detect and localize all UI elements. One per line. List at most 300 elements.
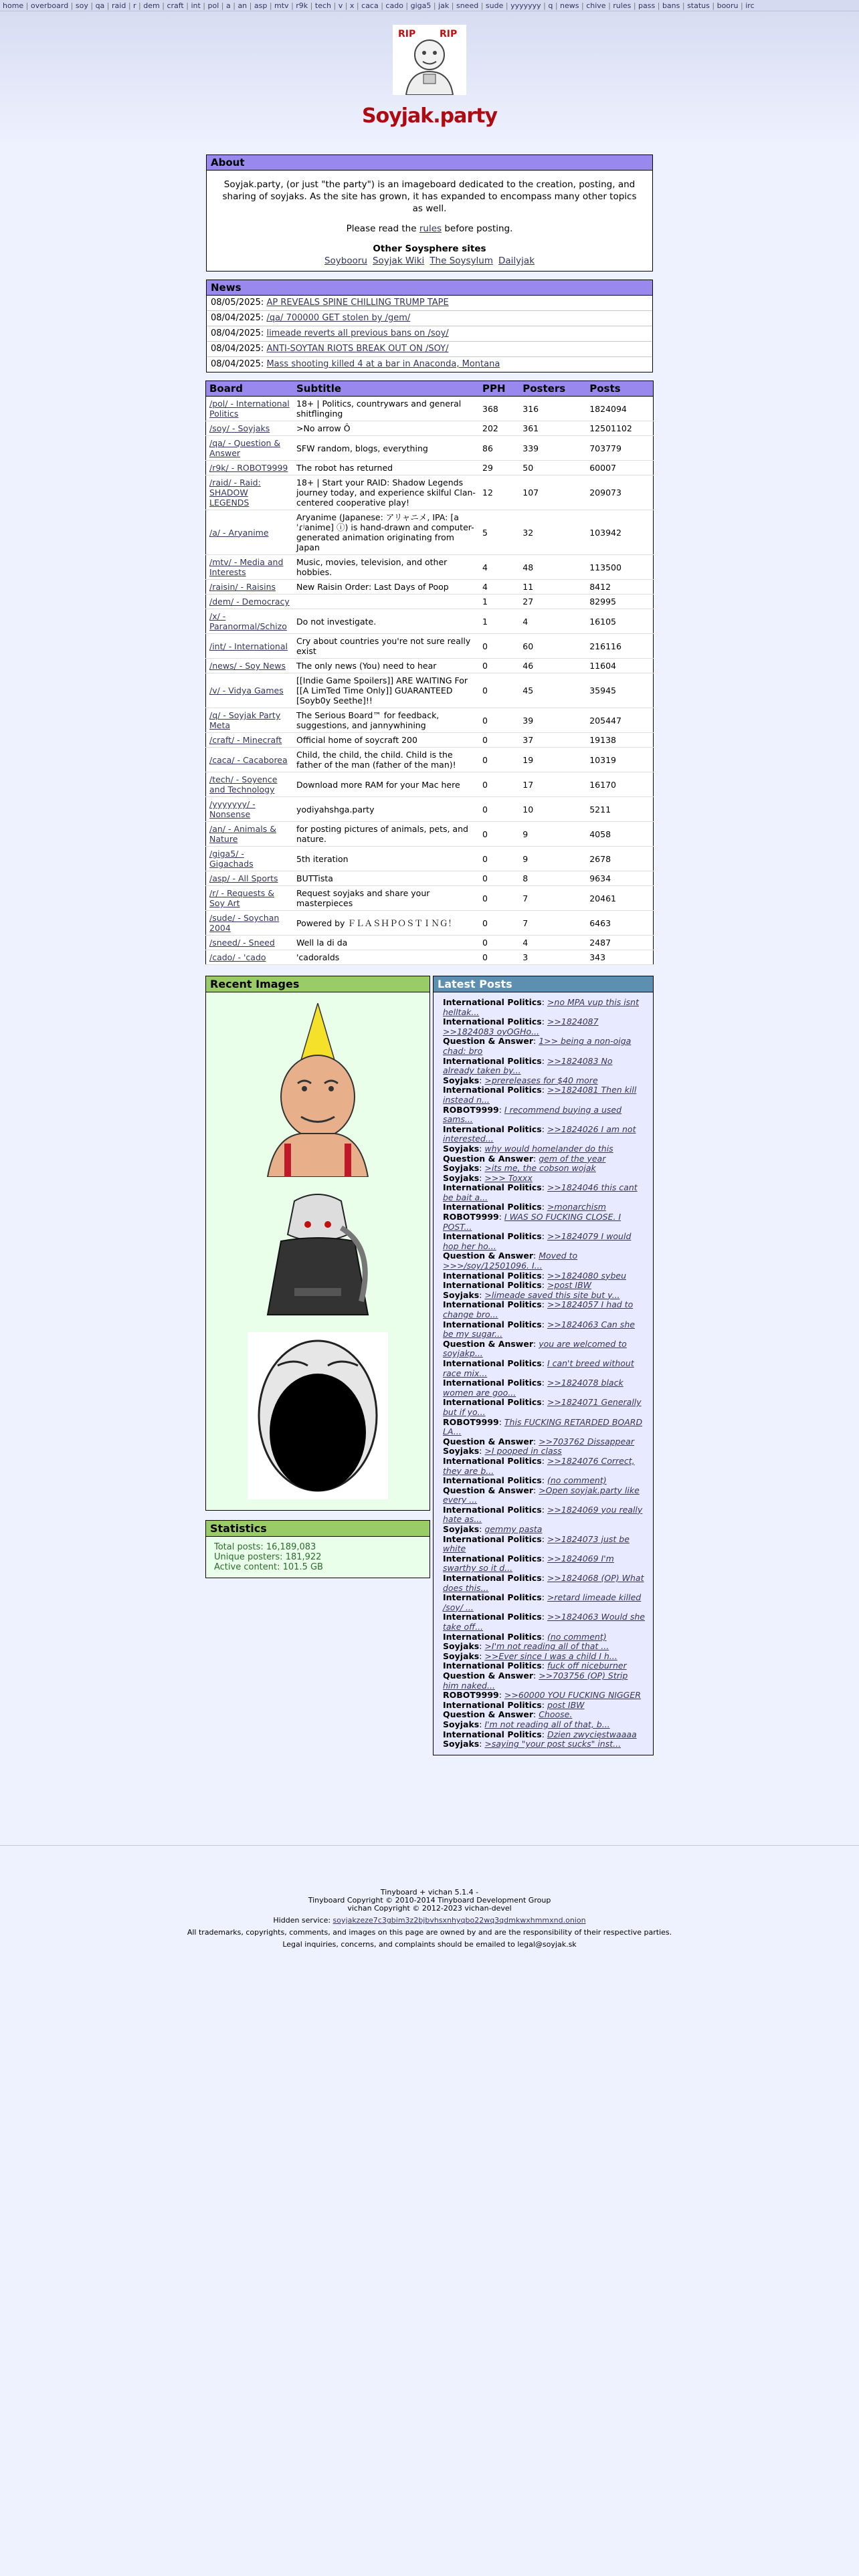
board-name-cell xyxy=(206,595,294,609)
latest-post-board: International Politics xyxy=(443,1573,542,1584)
board-name-cell xyxy=(206,421,294,436)
board-link[interactable]: /an/ - Animals & Nature xyxy=(209,824,276,844)
board-posts-cell: 1824094 xyxy=(586,397,653,421)
boards-header-cell: Posts xyxy=(586,381,653,397)
latest-post-link[interactable]: >>1824078 black women are goo... xyxy=(443,1378,624,1398)
board-posts-cell: 16170 xyxy=(586,772,653,797)
latest-post-item: International Politics: >>1824087 >>1824083 oyOGHo... xyxy=(443,1016,599,1037)
board-posters-cell: 50 xyxy=(519,461,586,475)
board-subtitle-cell: Do not investigate. xyxy=(293,609,479,634)
footer xyxy=(0,1889,859,1949)
board-pph-cell: 1 xyxy=(479,595,519,609)
board-link[interactable]: /caca/ - Cacaborea xyxy=(209,754,288,765)
nav-separator: | xyxy=(541,1,549,10)
latest-post-board: International Politics xyxy=(443,1299,542,1310)
statistics-box xyxy=(205,1520,430,1578)
latest-post-board: International Politics xyxy=(443,1475,542,1486)
latest-post-link[interactable]: I WAS SO FUCKING CLOSE. I POST... xyxy=(443,1212,622,1232)
latest-post-item: Soyjaks: >I pooped in class xyxy=(443,1446,562,1457)
board-row xyxy=(206,748,654,772)
board-name-cell xyxy=(206,673,294,708)
latest-post-item: International Politics: >>1824080 sybеu xyxy=(443,1270,626,1281)
news-item xyxy=(207,296,652,311)
board-pph-cell: 0 xyxy=(479,708,519,733)
board-row xyxy=(206,797,654,822)
board-posters-cell: 39 xyxy=(519,708,586,733)
latest-post-item: International Politics: >>1824046 this cant be bait a... xyxy=(443,1182,638,1202)
site-header xyxy=(0,25,859,128)
latest-post-board: International Politics xyxy=(443,1729,542,1739)
nav-separator: | xyxy=(579,1,587,10)
latest-post-item: International Politics: >>1824057 I had to change bro... xyxy=(443,1299,634,1319)
board-name-cell xyxy=(206,772,294,797)
board-pph-cell: 1 xyxy=(479,609,519,634)
nav-separator: | xyxy=(680,1,688,10)
latest-post-link[interactable]: Choose. xyxy=(539,1709,573,1720)
board-posts-cell: 2678 xyxy=(586,847,653,871)
latest-post-link[interactable]: >>1824076 Correct, they are b... xyxy=(443,1455,635,1476)
latest-post-link[interactable]: fuck off niceburner xyxy=(547,1660,627,1671)
site-logo-icon[interactable] xyxy=(393,25,466,95)
board-row xyxy=(206,634,654,659)
news-date: 08/04/2025: xyxy=(211,328,264,338)
latest-post-link[interactable]: >>1824068 (OP) What does this... xyxy=(443,1573,644,1593)
board-name-cell xyxy=(206,822,294,847)
other-sites-title: Other Soysphere sites xyxy=(373,243,486,254)
latest-post-board: International Politics xyxy=(443,1231,542,1242)
board-posts-cell: 20461 xyxy=(586,886,653,911)
nav-separator: | xyxy=(738,1,746,10)
latest-post-link[interactable]: >monarchism xyxy=(547,1202,606,1212)
nav-separator: | xyxy=(288,1,296,10)
board-posts-cell: 2487 xyxy=(586,936,653,950)
latest-post-link[interactable]: (no comment) xyxy=(547,1631,607,1642)
latest-post-item: International Politics: >retard limeade killed /soy/ ... xyxy=(443,1592,642,1612)
board-posts-cell: 6463 xyxy=(586,911,653,936)
nav-link-sude[interactable]: sude xyxy=(485,1,504,10)
nav-link-cado[interactable]: cado xyxy=(385,1,403,10)
latest-post-link[interactable]: Moved to >>>/soy/12501096. I... xyxy=(443,1251,578,1271)
nav-link-q[interactable]: q xyxy=(548,1,553,10)
board-posters-cell: 316 xyxy=(519,397,586,421)
board-pph-cell: 0 xyxy=(479,847,519,871)
nav-link-sneed[interactable]: sneed xyxy=(456,1,479,10)
board-subtitle-cell: 'cadoralds xyxy=(293,950,479,965)
nav-link-irc[interactable]: irc xyxy=(745,1,755,10)
nav-link-raid[interactable]: raid xyxy=(112,1,126,10)
nav-link-an[interactable]: an xyxy=(237,1,248,10)
nav-separator: | xyxy=(88,1,96,10)
board-posts-cell: 9634 xyxy=(586,871,653,886)
latest-post-board: International Politics xyxy=(443,1397,542,1408)
latest-post-link[interactable]: >no MPA vup this isnt helltak... xyxy=(443,997,639,1017)
latest-post-item: International Politics: fuck off niceburner xyxy=(443,1660,627,1671)
latest-post-link[interactable]: >>1824081 Then kill instead n... xyxy=(443,1085,637,1105)
rules-link[interactable]: rules xyxy=(419,223,442,234)
board-row xyxy=(206,475,654,510)
latest-post-board: International Politics xyxy=(443,1358,542,1368)
board-row xyxy=(206,436,654,461)
board-name-cell xyxy=(206,886,294,911)
footer-line-3: vichan Copyright © 2012-2023 vichan-devel xyxy=(347,1904,512,1913)
board-posters-cell: 17 xyxy=(519,772,586,797)
board-link[interactable]: /x/ - Paranormal/Schizo xyxy=(209,611,287,631)
nav-link-r9k[interactable]: r9k xyxy=(296,1,308,10)
board-name-cell xyxy=(206,708,294,733)
board-subtitle-cell: BUTTista xyxy=(293,871,479,886)
nav-link-v[interactable]: v xyxy=(338,1,343,10)
latest-post-link[interactable]: >its me, the cobson wojak xyxy=(484,1163,596,1174)
latest-post-link[interactable]: >>1824063 Can she be my sugar... xyxy=(443,1319,635,1339)
hidden-service-link[interactable]: soyjakzeze7c3gbim3z2bjbvhsxnhyqbo22wq3qdmkwxhmmxnd.onion xyxy=(332,1916,586,1925)
board-link[interactable]: /sude/ - Soychan 2004 xyxy=(209,913,280,933)
stat-total-posts: Total posts: 16,189,083 xyxy=(214,1542,316,1552)
board-link[interactable]: /sneed/ - Sneed xyxy=(209,938,275,948)
latest-post-link[interactable]: >retard limeade killed /soy/ ... xyxy=(443,1592,642,1612)
latest-post-link[interactable]: >>60000 YOU FUCKING NIGGER xyxy=(504,1690,641,1701)
latest-post-link[interactable]: >>1824063 Would she take off... xyxy=(443,1612,645,1632)
nav-link-news[interactable]: news xyxy=(560,1,579,10)
board-link[interactable]: /r9k/ - ROBOT9999 xyxy=(209,463,288,473)
stat-unique-posters: Unique posters: 181,922 xyxy=(214,1552,322,1562)
nav-link-status[interactable]: status xyxy=(687,1,710,10)
latest-post-board: Soyjaks xyxy=(443,1650,480,1661)
latest-post-link[interactable]: >prereleases for $40 more xyxy=(484,1075,598,1085)
board-subtitle-cell: The only news (You) need to hear xyxy=(293,659,479,673)
nav-link-asp[interactable]: asp xyxy=(254,1,268,10)
board-row xyxy=(206,847,654,871)
latest-post-board: International Politics xyxy=(443,1123,542,1134)
board-row xyxy=(206,772,654,797)
board-name-cell xyxy=(206,936,294,950)
nav-link-overboard[interactable]: overboard xyxy=(30,1,69,10)
latest-post-link[interactable]: >>1824026 I am not interested... xyxy=(443,1123,636,1144)
latest-post-link[interactable]: I can't breed without race mix... xyxy=(443,1358,634,1378)
latest-post-item: Soyjaks: >limeade saved this site but y... xyxy=(443,1289,620,1300)
board-link[interactable]: /int/ - International xyxy=(209,641,288,651)
latest-post-link[interactable]: >limeade saved this site but y... xyxy=(484,1289,620,1300)
nav-link-int[interactable]: int xyxy=(191,1,201,10)
latest-post-link[interactable]: gemmy pasta xyxy=(484,1524,543,1535)
nav-link-pol[interactable]: pol xyxy=(207,1,219,10)
latest-post-link[interactable]: >>1824046 this cant be bait a... xyxy=(443,1182,638,1202)
latest-post-item: International Politics: >>1824071 Generally but if yo... xyxy=(443,1397,642,1417)
latest-post-board: Question & Answer xyxy=(443,1036,533,1047)
latest-post-board: International Politics xyxy=(443,1016,542,1027)
board-posts-cell: 35945 xyxy=(586,673,653,708)
footer-divider xyxy=(0,1845,859,1846)
about-text: Soyjak.party, (or just "the party") is an imageboard dedicated to the creation, posting, and sharing of soyjaks. As the site has grown, it has expanded to encompass many other topics as well. xyxy=(222,179,637,214)
board-row xyxy=(206,609,654,634)
latest-post-item: International Politics: Dzien zwycięstwaaaa xyxy=(443,1729,637,1739)
board-link[interactable]: /pol/ - International Politics xyxy=(209,399,290,419)
latest-post-board: Soyjaks xyxy=(443,1446,480,1457)
board-link[interactable]: /v/ - Vidya Games xyxy=(209,685,284,695)
nav-link-r[interactable]: r xyxy=(133,1,136,10)
latest-post-board: International Politics xyxy=(443,1699,542,1710)
nav-link-soy[interactable]: soy xyxy=(75,1,88,10)
board-pph-cell: 0 xyxy=(479,797,519,822)
latest-post-link[interactable]: >>1824087 >>1824083 oyOGHo... xyxy=(443,1016,599,1037)
board-posts-cell: 343 xyxy=(586,950,653,965)
recent-images-box xyxy=(205,976,430,1511)
nav-separator: | xyxy=(709,1,717,10)
board-posts-cell: 5211 xyxy=(586,797,653,822)
board-row xyxy=(206,708,654,733)
board-link[interactable]: /giga5/ - Gigachads xyxy=(209,849,254,869)
board-subtitle-cell: Music, movies, television, and other hobbies. xyxy=(293,555,479,580)
latest-post-link[interactable]: >>1824069 I'm swarthy so it d... xyxy=(443,1553,614,1574)
latest-post-link[interactable]: >>Ever since I was a child I h... xyxy=(484,1650,617,1661)
board-row xyxy=(206,510,654,555)
latest-post-link[interactable]: >Open soyjak.party like every ... xyxy=(443,1485,640,1505)
other-site-link[interactable]: The Soysylum xyxy=(430,255,494,266)
board-link[interactable]: /cado/ - 'cado xyxy=(209,952,266,962)
latest-post-item: International Politics: (no comment) xyxy=(443,1631,607,1642)
latest-post-item: Question & Answer: 1>> being a non-oiga chad: bro xyxy=(443,1036,632,1056)
other-site-link[interactable]: Soyjak Wiki xyxy=(372,255,425,266)
latest-post-link[interactable]: >>703762 Dissappear xyxy=(539,1436,634,1446)
latest-post-link[interactable]: >>703756 (OP) Strip him naked... xyxy=(443,1670,628,1691)
board-link[interactable]: /soy/ - Soyjaks xyxy=(209,423,270,433)
board-link[interactable]: /r/ - Requests & Soy Art xyxy=(209,888,275,908)
nav-separator: | xyxy=(23,1,31,10)
latest-post-link[interactable]: I recommend buying a used sams... xyxy=(443,1104,622,1125)
recent-image-1[interactable] xyxy=(261,1003,375,1177)
latest-post-item: ROBOT9999: I recommend buying a used sams... xyxy=(443,1104,622,1125)
latest-post-item: Soyjaks: >saying "your post sucks" inst... xyxy=(443,1739,622,1749)
board-link[interactable]: /dem/ - Democracy xyxy=(209,597,290,607)
latest-post-link[interactable]: >>1824079 I would hop her ho... xyxy=(443,1231,632,1251)
board-subtitle-cell: Powered by ＦＬＡＳＨＰＯＳＴＩＮＧ！ xyxy=(293,911,479,936)
board-subtitle-cell: Official home of soycraft 200 xyxy=(293,733,479,748)
nav-separator: | xyxy=(200,1,208,10)
latest-post-link[interactable]: 1>> being a non-oiga chad: bro xyxy=(443,1036,632,1056)
nav-link-qa[interactable]: qa xyxy=(95,1,105,10)
latest-post-link[interactable]: >>1824069 you really hate as... xyxy=(443,1504,643,1525)
nav-link-home[interactable]: home xyxy=(3,1,24,10)
nav-separator: | xyxy=(403,1,411,10)
nav-link-x[interactable]: x xyxy=(349,1,355,10)
news-item xyxy=(207,326,652,342)
board-subtitle-cell: The Serious Board™ for feedback, suggestions, and jannywhining xyxy=(293,708,479,733)
nav-separator: | xyxy=(431,1,439,10)
board-posts-cell: 113500 xyxy=(586,555,653,580)
board-link[interactable]: /craft/ - Minecraft xyxy=(209,735,282,745)
nav-link-yyyyyyy[interactable]: yyyyyyy xyxy=(510,1,541,10)
latest-post-board: International Politics xyxy=(443,1660,542,1671)
nav-link-craft[interactable]: craft xyxy=(167,1,184,10)
news-heading: News xyxy=(207,280,652,296)
latest-post-link[interactable]: (no comment) xyxy=(547,1475,607,1486)
boards-header-cell: Subtitle xyxy=(293,381,479,397)
latest-post-board: International Politics xyxy=(443,997,542,1007)
news-date: 08/04/2025: xyxy=(211,359,264,369)
board-pph-cell: 29 xyxy=(479,461,519,475)
board-posts-cell: 16105 xyxy=(586,609,653,634)
recent-image-3[interactable] xyxy=(248,1332,388,1499)
news-date: 08/04/2025: xyxy=(211,313,264,323)
latest-post-link[interactable]: >>1824071 Generally but if yo... xyxy=(443,1397,642,1417)
board-pph-cell: 12 xyxy=(479,475,519,510)
latest-post-item: International Politics: >post IBW xyxy=(443,1280,592,1291)
board-link[interactable]: /raid/ - Raid: SHADOW LEGENDS xyxy=(209,477,261,508)
board-row xyxy=(206,911,654,936)
board-posters-cell: 32 xyxy=(519,510,586,555)
news-link[interactable]: AP REVEALS SPINE CHILLING TRUMP TAPE xyxy=(266,298,449,308)
latest-post-board: Soyjaks xyxy=(443,1143,480,1154)
latest-post-link[interactable]: >>1824080 sybеu xyxy=(547,1270,626,1281)
board-pph-cell: 0 xyxy=(479,673,519,708)
latest-post-link[interactable]: gem of the year xyxy=(539,1153,606,1164)
board-name-cell xyxy=(206,659,294,673)
board-posters-cell: 7 xyxy=(519,886,586,911)
latest-post-board: International Politics xyxy=(443,1085,542,1095)
other-site-link[interactable]: Dailyjak xyxy=(498,255,535,266)
latest-post-item: International Politics: >>1824083 No already taken by... xyxy=(443,1055,613,1076)
board-posters-cell: 8 xyxy=(519,871,586,886)
recent-image-2[interactable] xyxy=(254,1188,381,1321)
latest-post-board: Soyjaks xyxy=(443,1719,480,1729)
board-pph-cell: 0 xyxy=(479,748,519,772)
latest-post-link[interactable]: This FUCKING RETARDED BOARD LA... xyxy=(443,1416,643,1437)
latest-post-board: Question & Answer xyxy=(443,1338,533,1349)
board-name-cell xyxy=(206,634,294,659)
board-posts-cell: 209073 xyxy=(586,475,653,510)
nav-link-dem[interactable]: dem xyxy=(143,1,160,10)
board-link[interactable]: /q/ - Soyjak Party Meta xyxy=(209,710,281,730)
latest-post-board: International Politics xyxy=(443,1378,542,1388)
nav-link-caca[interactable]: caca xyxy=(361,1,379,10)
news-link[interactable]: Mass shooting killed 4 at a bar in Anaconda, Montana xyxy=(266,359,500,369)
latest-post-board: International Politics xyxy=(443,1592,542,1603)
latest-post-link[interactable]: >post IBW xyxy=(547,1280,592,1291)
board-name-cell xyxy=(206,748,294,772)
nav-link-chive[interactable]: chive xyxy=(586,1,606,10)
board-subtitle-cell: for posting pictures of animals, pets, and nature. xyxy=(293,822,479,847)
latest-post-link[interactable]: >I'm not reading all of that ... xyxy=(484,1641,609,1652)
board-subtitle-cell: New Raisin Order: Last Days of Poop xyxy=(293,580,479,595)
latest-post-link[interactable]: >>1824073 just be white xyxy=(443,1533,630,1554)
nav-link-rules[interactable]: rules xyxy=(613,1,632,10)
board-posts-cell: 11604 xyxy=(586,659,653,673)
latest-post-board: International Politics xyxy=(443,1280,542,1291)
board-subtitle-cell: Request soyjaks and share your masterpieces xyxy=(293,886,479,911)
latest-post-item: ROBOT9999: >>60000 YOU FUCKING NIGGER xyxy=(443,1690,641,1701)
latest-post-item: International Politics: >>1824076 Correct, they are b... xyxy=(443,1455,635,1476)
rules-post-text: before posting. xyxy=(444,223,513,234)
nav-separator: | xyxy=(354,1,362,10)
latest-post-item: Question & Answer: >Open soyjak.party like every ... xyxy=(443,1485,640,1505)
stat-active-content: Active content: 101.5 GB xyxy=(214,1562,323,1572)
news-date: 08/05/2025: xyxy=(211,298,264,308)
board-posters-cell: 4 xyxy=(519,609,586,634)
footer-legal: Legal inquiries, concerns, and complaints should be emailed to legal@soyjak.sk xyxy=(282,1940,577,1949)
boards-table xyxy=(205,381,654,965)
board-subtitle-cell: [[Indie Game Spoilers]] ARE WAITING For [[A LimTed Time Only]] GUARANTEED [Soyb0y Seethe]!! xyxy=(293,673,479,708)
statistics-heading: Statistics xyxy=(206,1521,430,1537)
latest-post-board: Question & Answer xyxy=(443,1670,533,1681)
nav-link-jak[interactable]: jak xyxy=(438,1,450,10)
board-name-cell xyxy=(206,609,294,634)
board-posts-cell: 103942 xyxy=(586,510,653,555)
board-name-cell xyxy=(206,397,294,421)
latest-post-link[interactable]: post IBW xyxy=(547,1699,585,1710)
news-item xyxy=(207,342,652,357)
board-subtitle-cell xyxy=(293,595,479,609)
nav-link-booru[interactable]: booru xyxy=(717,1,739,10)
latest-post-item: International Politics: >>1824063 Can she be my sugar... xyxy=(443,1319,635,1339)
other-sites-links xyxy=(216,255,643,267)
nav-separator: | xyxy=(478,1,486,10)
nav-separator: | xyxy=(104,1,112,10)
board-subtitle-cell: Cry about countries you're not sure really exist xyxy=(293,634,479,659)
board-link[interactable]: /mtv/ - Media and Interests xyxy=(209,557,284,577)
latest-post-item: Soyjaks: >I'm not reading all of that ... xyxy=(443,1641,609,1652)
other-site-link[interactable]: Soybooru xyxy=(324,255,367,266)
svg-text:RIP: RIP xyxy=(398,29,416,39)
latest-post-board: Soyjaks xyxy=(443,1075,480,1085)
board-link[interactable]: /yyyyyyy/ - Nonsense xyxy=(209,799,256,819)
news-date: 08/04/2025: xyxy=(211,344,264,354)
latest-post-board: ROBOT9999 xyxy=(443,1416,499,1427)
latest-post-link[interactable]: Dzien zwycięstwaaaa xyxy=(547,1729,637,1739)
nav-link-mtv[interactable]: mtv xyxy=(274,1,289,10)
latest-post-link[interactable]: >>1824057 I had to change bro... xyxy=(443,1299,634,1319)
news-link[interactable]: ANTI-SOYTAN RIOTS BREAK OUT ON /SOY/ xyxy=(266,344,449,354)
about-box xyxy=(206,154,653,272)
latest-post-link[interactable]: >saying "your post sucks" inst... xyxy=(484,1739,622,1749)
rules-pre-text: Please read the xyxy=(346,223,417,234)
nav-link-a[interactable]: a xyxy=(225,1,231,10)
boards-table-header xyxy=(206,381,654,397)
board-name-cell xyxy=(206,797,294,822)
nav-link-tech[interactable]: tech xyxy=(314,1,331,10)
latest-post-board: International Politics xyxy=(443,1504,542,1515)
board-subtitle-cell: 18+ | Politics, countrywars and general shitflinging xyxy=(293,397,479,421)
left-column xyxy=(205,976,430,1588)
board-link[interactable]: /a/ - Aryanime xyxy=(209,527,269,538)
board-subtitle-cell: Aryanime (Japanese: アリャニメ, IPA: [aˈɾʲanime] ⓘ) is hand-drawn and computer-generated animation originating from Japan xyxy=(293,510,479,555)
latest-post-link[interactable]: >>1824083 No already taken by... xyxy=(443,1055,613,1076)
latest-post-link[interactable]: I'm not reading all of that, b... xyxy=(484,1719,610,1729)
news-link[interactable]: /qa/ 700000 GET stolen by /gem/ xyxy=(266,313,411,323)
news-link[interactable]: limeade reverts all previous bans on /soy/ xyxy=(266,328,449,338)
nav-link-bans[interactable]: bans xyxy=(662,1,680,10)
footer-line-2: Tinyboard Copyright © 2010-2014 Tinyboard Development Group xyxy=(308,1896,551,1905)
latest-post-link[interactable]: why would homelander do this xyxy=(484,1143,613,1154)
latest-post-board: ROBOT9999 xyxy=(443,1104,499,1115)
board-posts-cell: 60007 xyxy=(586,461,653,475)
nav-link-giga5[interactable]: giga5 xyxy=(410,1,432,10)
board-name-cell xyxy=(206,475,294,510)
nav-separator: | xyxy=(503,1,511,10)
board-subtitle-cell: >No arrow Ô xyxy=(293,421,479,436)
boards-table-body xyxy=(206,397,654,965)
latest-post-link[interactable]: >I pooped in class xyxy=(484,1446,562,1457)
latest-post-link[interactable]: >>> Toxxx xyxy=(484,1172,533,1183)
board-link[interactable]: /asp/ - All Sports xyxy=(209,873,278,883)
board-row xyxy=(206,950,654,965)
board-link[interactable]: /qa/ - Question & Answer xyxy=(209,438,281,458)
latest-posts-list xyxy=(434,992,653,1755)
board-link[interactable]: /tech/ - Soyence and Technology xyxy=(209,774,278,794)
latest-post-link[interactable]: you are welcomed to soyjakp... xyxy=(443,1338,627,1359)
board-link[interactable]: /news/ - Soy News xyxy=(209,661,286,671)
board-link[interactable]: /raisin/ - Raisins xyxy=(209,582,276,592)
board-row xyxy=(206,822,654,847)
nav-link-pass[interactable]: pass xyxy=(638,1,656,10)
